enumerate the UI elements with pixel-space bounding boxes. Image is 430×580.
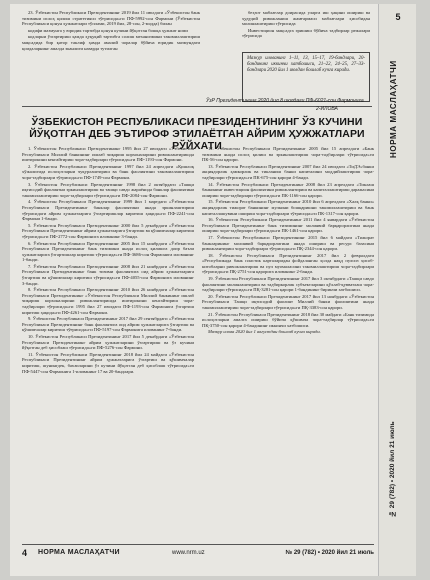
spine-title: НОРМА МАСЛАҲАТЧИ bbox=[389, 60, 398, 158]
publication-name: НОРМА МАСЛАҲАТЧИ bbox=[38, 549, 120, 556]
spine-page-number: 5 bbox=[395, 12, 401, 22]
spine-issue-info: № 29 (782) • 2020 йил 21 июль bbox=[389, 421, 396, 517]
list-item: 13. Ўзбекистон Республикаси Президентининг 2007 йил 24 июлдаги «ТиДЭ»банки акциядорлик ҳамкорлик ва тикланиш банки капиталини моддийлаштириш чора-тадбирлари тўғрисида»ги ПК-675-сон қарори 4-банди. bbox=[202, 163, 374, 180]
top-left-column bbox=[22, 10, 200, 62]
list-item: 6. Ўзбекистон Республикаси Президентининг 2005 йил 15 ноябрдаги «Ўзбекистон Республикаси Президентининг банк тизимини янада ислоҳ қилишга доир баъзи ҳужжатларига ўзгартишлар киритиш тўғрисида»ги ПФ-3686-сон Фармонига илованинг 1-банди. bbox=[22, 240, 194, 263]
list-item: 15. Ўзбекистон Республикаси Президентининг 2010 йил 6 апрелдаги «Халқ банки» акциядорлик тижорат банкининг мулкини бошқаришни такомиллаштириш ва банк капиталлашувини ошириш чора-тадбирлари тўғрисида»ги ПК-1317-сон қарори. bbox=[202, 199, 374, 216]
list-item: 7. Ўзбекистон Республикаси Президентининг 2008 йил 21 ноябрдаги «Ўзбекистон Республикаси Президентининг банк тизими фаолиятига оид айрим ҳужжатларига ўзгартиш ва қўшимчалар киритиш тўғрисида»ги ПФ-4055-сон Фармонига илованинг 3-банди. bbox=[22, 263, 194, 286]
footer bbox=[22, 547, 374, 561]
list-item: 18. Ўзбекистон Республикаси Президентининг 2017 йил 2 февралдаги «Республикада банк пластик карталаридан фойдаланган ҳолда нақд пулсиз ҳисоб-китобларни ривожлантириш ва пул муомаласини такомиллаштириш чора-тадбирлари тўғрисида»ги ПҚ-2751-сон қарорига илованинг 2-банди. bbox=[202, 252, 374, 275]
list-item: 19. Ўзбекистон Республикаси Президентининг 2017 йил 3 октябрдаги «Ташқи савдо фаолиятини молиялаштириш ва тадбиркорлик субъектларини қўллаб-қувватлаш чора-тадбирлари тўғрисида»ги ПҚ-3281-сон қарори 1-бандининг биринчи хатбошиси. bbox=[202, 276, 374, 293]
headline: ЎЗБЕКИСТОН РЕСПУБЛИКАСИ ПРЕЗИДЕНТИНИНГ ЎЗ КУЧИНИ ЙЎҚОТГАН ДЕБ ЭЪТИРОФ ЭТИЛАЁТГАН АЙРИМ ҲУЖЖАТЛАРИ РЎЙХАТИ bbox=[29, 116, 365, 152]
list-item: 10. Ўзбекистон Республикаси Президентининг 2017 йил 5 декабрдаги «Ўзбекистон Республикаси Президентининг айрим ҳужжатларини ўзгартириш ва ўз кучини йўқотган деб ҳисоблаш тўғрисида»ги ПФ-5276-сон Фармони. bbox=[22, 334, 194, 351]
list-item: 17. Ўзбекистон Республикаси Президентининг 2015 йил 6 майдаги «Тижорат банкларининг молиявий барқарорлигини янада ошириш ва ресурс базасини ривожлантириш чора-тадбирлари тўғрисида»ги ПҚ-2344-сон қарори. bbox=[202, 234, 374, 252]
note-text: Мазкур илованинг 1–11, 13, 15–17, 19-бандлари, 20-бандининг иккинчи хатбошиси, 21–22, 24–25, 27–33-бандлари 2020 йил 1 июлдан бошлаб кучга киради. bbox=[247, 56, 365, 73]
list-item: 9. Ўзбекистон Республикаси Президентининг 2017 йил 29 сентябрдаги «Ўзбекистон Республикаси Президентининг банк фаолиятига оид айрим ҳужжатларига ўзгартиш ва қўшимчалар киритиш тўғрисида»ги ПФ-5197-сон Фармонига илованинг 7-банди. bbox=[22, 316, 194, 333]
paragraph: Инвестицион мақсадга эришиш бўйича тадбирлар режалари тўғрисида bbox=[242, 27, 370, 39]
newspaper-page bbox=[10, 4, 416, 576]
left-column bbox=[22, 146, 194, 542]
appendix-label: 2-ИЛОВА bbox=[316, 106, 338, 112]
paragraph: кодларни ўзгартириш ҳамда ҳуқуқий тартибга солиш механизмини такомиллаштириш мақсадида бир қатор таклиф ҳамда амалий чоралар бўйича юридик мазмундаги қоидаларнинг амалда эканлиги назарда тутилган bbox=[22, 34, 200, 51]
issue-info: № 29 (782) • 2020 йил 21 июль bbox=[285, 550, 374, 556]
list-item: 1. Ўзбекистон Республикаси Президентининг 1995 йил 27 июлдаги «Ўзбекистон Республикаси Миллий банкининг ишлаб чиқариш корхоналарини ривожлантиришда иштирокини кенгайтириш чора-тадбирлари тўғрисида»ги ПФ-1193-сон Фармони. bbox=[22, 146, 194, 163]
paragraph: кодифи мазмунга у юридик тартибда қонун кучини йўқотган бошқа ҳужжат номи bbox=[28, 27, 188, 33]
list-item: 20. Ўзбекистон Республикаси Президентининг 2017 йил 13 ноябрдаги «Ўзбекистон Республикаси Ташқи иқтисодий фаолият Миллий банки фаолиятини янада такомиллаштириш чора-тадбирлари тўғрисида»ги ПҚ-3383-сон қарори. bbox=[202, 293, 374, 311]
list-item: 4. Ўзбекистон Республикаси Президентининг 1999 йил 1 мартдаги «Ўзбекистон Республикаси Президентининг банклар фаолиятини янада эркинлаштириш тўғрисидаги айрим ҳужжатларига ўзгартиришлар киритиш ҳақида»ги ПФ-2241-сон Фармони 1-банди. bbox=[22, 199, 194, 222]
list-item: 16. Ўзбекистон Республикаси Президентининг 2011 йил 4 январдаги «Ўзбекистон Республикаси Президентининг банк тизимининг молиявий барқарорлигини янада ошириш чора-тадбирлари тўғрисида»ги ПК-1461-сон қарори. bbox=[202, 217, 374, 234]
list-item: 3. Ўзбекистон Республикаси Президентининг 1998 йил 2 октябрдаги «Ташқи иқтисодий фаолиятни эркинлаштириш ва ташқи савдо жараёнида банклар фаолиятини такомиллаштириш чора-тадбирлари тўғрисида»ги ПФ-2084-сон Фармони. bbox=[22, 181, 194, 198]
website-url: www.nrm.uz bbox=[172, 550, 205, 556]
right-column bbox=[202, 146, 374, 542]
paragraph: беҳзот маблағлар доирасида уларга иш ҳақини ошириш ва ҳудудий ривожланиш жамғармаси маблағлари ҳисобидан молиялаштириш тўғрисида bbox=[242, 10, 370, 27]
list-item: 12. Ўзбекистон Республикаси Президентининг 2005 йил 15 апрелдаги «Банк тизимини янада ислоҳ қилиш ва эркинлаштириш чора-тадбирлари тўғрисида»ги ПК-56-сон қарори. bbox=[202, 146, 374, 163]
list-item: 5. Ўзбекистон Республикаси Президентининг 2000 йил 5 декабрдаги «Ўзбекистон Республикаси Президентининг айрим ҳужжатларига ўзгартиш ва қўшимчалар киритиш тўғрисида»ги ПФ-2772-сон Фармонига илованинг 3-банди. bbox=[22, 222, 194, 239]
decree-source: ЎзР Президентининг 2020 йил 8 июлдаги ПФ-6021-сон Фармонига bbox=[206, 98, 364, 104]
list-item: 2. Ўзбекистон Республикаси Президентининг 1997 йил 24 апрелдаги «Қишлоқ хўжалигида ислоҳотларни чуқурлаштириш ва банк фаолиятини такомиллаштириш чора-тадбирлари тўғрисида»ги ПФ-1749-сон Фармони. bbox=[22, 163, 194, 180]
list-item: 14. Ўзбекистон Республикаси Президентининг 2008 йил 23 апрелдаги «Тиклаш банкининг инвестицион фаолиятини ривожлантириш ва капиталлаштириш даражасини ошириш чора-тадбирлари тўғрисида»ги ПК-1166-сон қарори. bbox=[202, 181, 374, 198]
top-right-column bbox=[242, 10, 370, 50]
list-item: 21. Ўзбекистон Республикаси Президентининг 2018 йил 30 майдаги «Банк тизимида ислоҳотларни амалга ошириш бўйича қўшимча чора-тадбирлар тўғрисида»ги ПҚ-3750-сон қарори 4-бандининг иккинчи хатбошиси. bbox=[202, 311, 374, 328]
list-item: 11. Ўзбекистон Республикаси Президентининг 2018 йил 24 майдаги «Ўзбекистон Республикаси Президентининг айрим ҳужжатларига ўзгартиш ва қўшимчалар киритиш, шунингдек, баъзиларини ўз кучини йўқотган деб ҳисоблаш тўғрисида»ги ПФ-5447-сон Фармонига 1-илованинг 17 ва 20-бандлари. bbox=[22, 351, 194, 374]
page-number: 4 bbox=[22, 548, 28, 558]
note-box bbox=[242, 52, 370, 102]
list-item: 8. Ўзбекистон Республикаси Президентининг 2010 йил 26 ноябрдаги «Ўзбекистон Республикаси Президентининг «Ўзбекистон Республикаси Миллий банкининг ишлаб чиқариш корхоналарини ривожлантиришда иштирокини кенгайтириш чора-тадбирлари тўғрисида»ги 1995 йил 27 июлдаги ПФ-1193-сон Фармонига ўзгартиш киритиш ҳақида»ги ПФ-4261-сон Фармони. bbox=[22, 287, 194, 315]
footer-divider bbox=[22, 544, 374, 545]
paragraph: 23. Ўзбекистон Республикаси Президентининг 2019 йил 11 июлдаги «Ўзбекистон банк тизимини ислоҳ қилиш стратегияси тўғрисида»ги ПФ-5992-сон Фармони (Ўзбекистон Республикаси қонун ҳужжатлари тўплами, 2019 йил, 28-сон, 2-модда) билан bbox=[22, 10, 200, 27]
page-spine bbox=[378, 4, 416, 576]
closing-note: Мазкур илова 2020 йил 1 августдан бошлаб кучга киради. bbox=[208, 329, 321, 335]
